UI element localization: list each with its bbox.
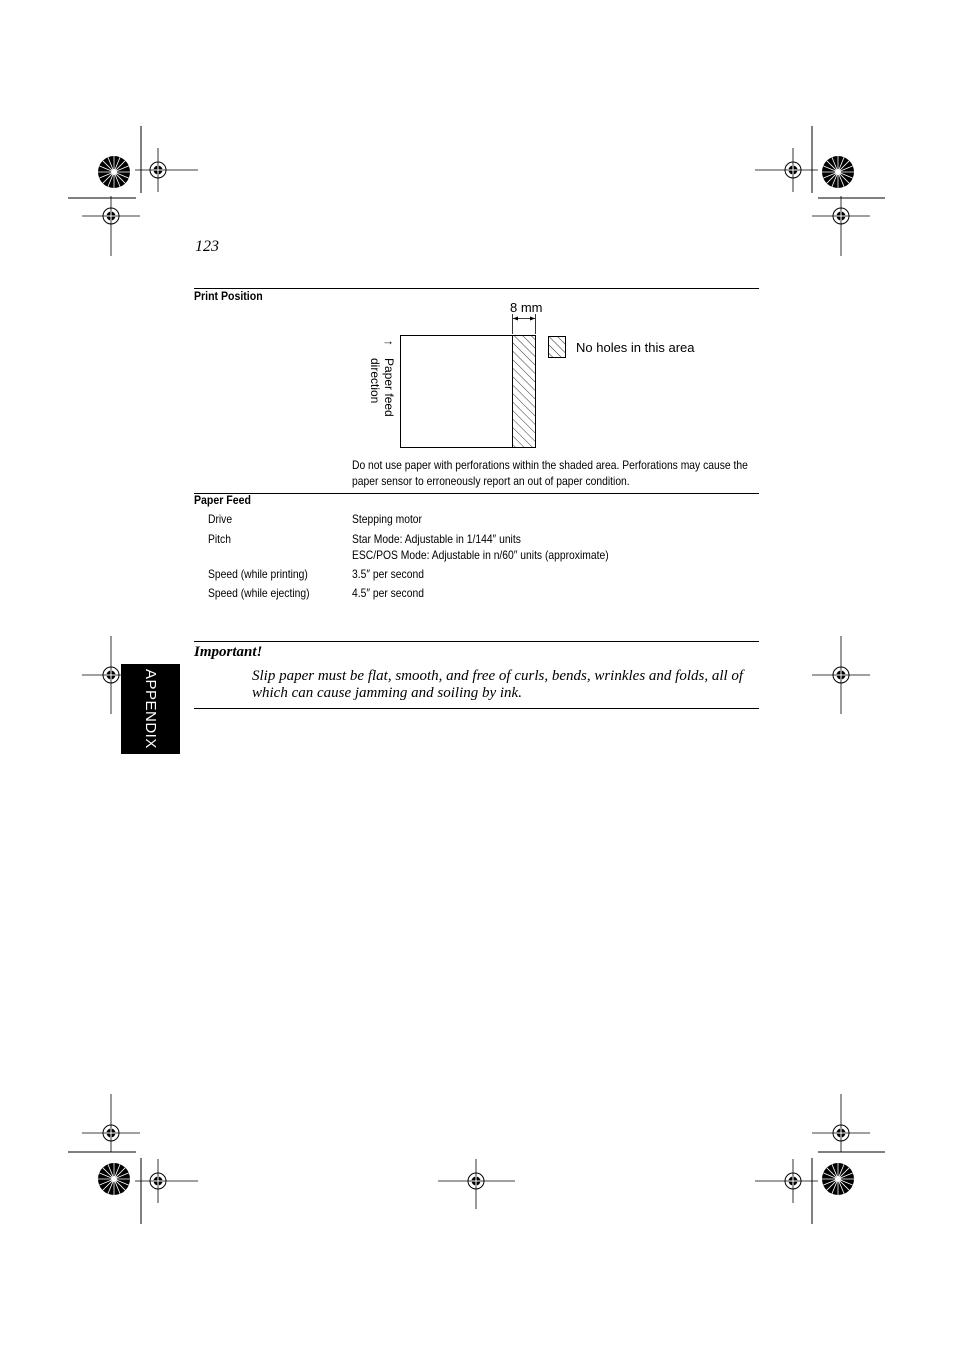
important-bottom-rule (194, 708, 759, 709)
margin-dimension-label: 8 mm (510, 300, 543, 315)
spec-label-speed-ejecting: Speed (while ejecting) (208, 586, 310, 600)
spec-label-pitch: Pitch (208, 532, 231, 546)
print-position-diagram (401, 314, 566, 448)
spec-value-pitch-star: Star Mode: Adjustable in 1/144″ units (352, 532, 521, 546)
important-body: Slip paper must be flat, smooth, and free of curls, bends, wrinkles and folds, all of which can cause jamming and soiling by ink. (252, 668, 744, 701)
paper-feed-title: Paper Feed (194, 493, 251, 507)
page-number: 123 (195, 238, 219, 255)
spec-value-pitch-escpos: ESC/POS Mode: Adjustable in n/60″ units (approximate) (352, 548, 609, 562)
perforation-note-line2: paper sensor to erroneously report an out of paper condition. (352, 474, 630, 488)
print-position-title: Print Position (194, 289, 263, 303)
sunburst-mark-icon (822, 156, 854, 188)
spec-label-drive: Drive (208, 512, 233, 526)
important-top-rule (194, 641, 759, 642)
sunburst-mark-icon (98, 156, 130, 188)
sunburst-mark-icon (822, 1163, 854, 1195)
spec-value-speed-printing: 3.5″ per second (352, 567, 424, 581)
sunburst-mark-icon (98, 1163, 130, 1195)
feed-label-line1: Paper feed (382, 358, 396, 417)
appendix-tab-label-wrapper (121, 664, 180, 754)
section-divider (194, 288, 759, 289)
appendix-tab-label: APPENDIX (142, 669, 159, 749)
spec-label-speed-printing: Speed (while printing) (208, 567, 308, 581)
section-divider (194, 493, 759, 494)
perforation-note-line1: Do not use paper with perforations within the shaded area. Perforations may cause the (352, 458, 748, 472)
spec-value-speed-ejecting: 4.5″ per second (352, 586, 424, 600)
spec-value-drive: Stepping motor (352, 512, 422, 526)
no-holes-legend-label: No holes in this area (576, 340, 695, 355)
feed-label-line2: direction (368, 358, 382, 404)
paper-feed-direction-label (367, 340, 397, 430)
important-title: Important! (194, 644, 263, 660)
feed-arrow-icon: ↑ (382, 340, 396, 346)
